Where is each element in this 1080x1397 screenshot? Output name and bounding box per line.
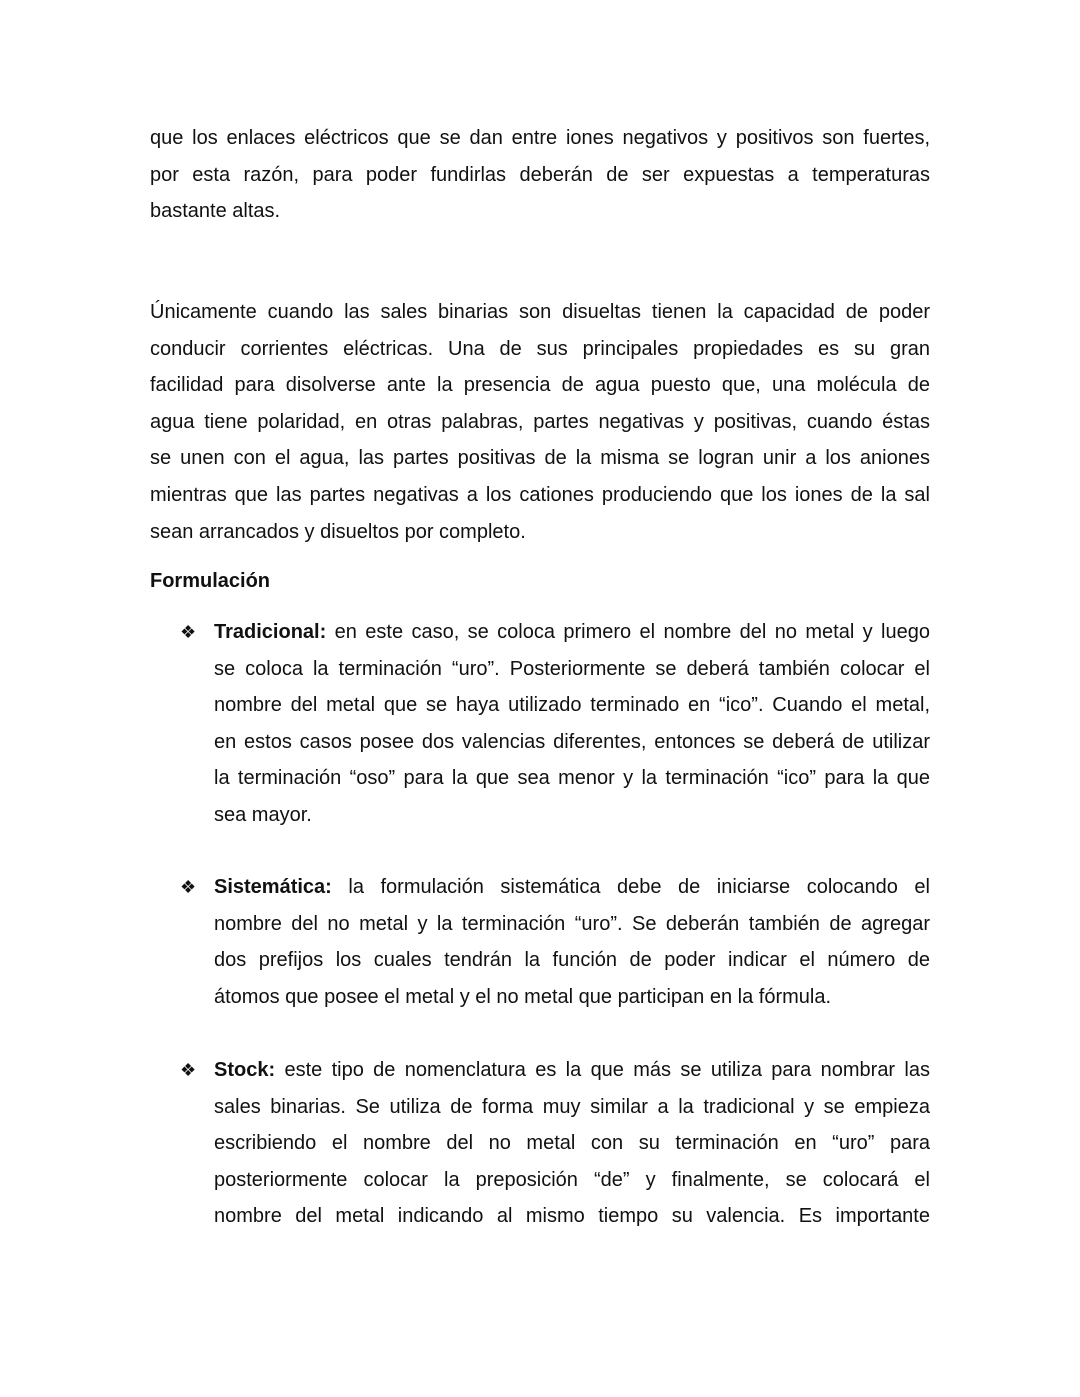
text-line: se coloca la terminación “uro”. Posteriormente se deberá también colocar el bbox=[214, 657, 930, 680]
text-line: conducir corrientes eléctricas. Una de sus principales propiedades es su gran bbox=[150, 337, 930, 360]
section-heading: Formulación bbox=[150, 570, 271, 592]
diamond-bullet-icon: ❖ bbox=[180, 622, 197, 642]
text-line: facilidad para disolverse ante la presencia de agua puesto que, una molécula de bbox=[150, 374, 930, 397]
text-line: dos prefijos los cuales tendrán la función de poder indicar el número de bbox=[214, 949, 930, 972]
text-line: nombre del no metal y la terminación “uro”. Se deberán también de agregar bbox=[214, 912, 930, 935]
bullet-term: Sistemática: bbox=[214, 876, 332, 898]
text-line: escribiendo el nombre del no metal con su terminación en “uro” para bbox=[214, 1132, 930, 1155]
diamond-bullet-icon: ❖ bbox=[180, 1060, 197, 1080]
text-line: que los enlaces eléctricos que se dan entre iones negativos y positivos son fuertes, bbox=[150, 127, 930, 149]
text-line: nombre del metal indicando al mismo tiempo su valencia. Es importante bbox=[214, 1205, 930, 1228]
bullet-term: Tradicional: bbox=[214, 621, 327, 643]
text-line: agua tiene polaridad, en otras palabras, partes negativas y positivas, cuando éstas bbox=[150, 410, 930, 433]
paragraph-1 bbox=[150, 120, 930, 230]
text-line: nombre del metal que se haya utilizado terminado en “ico”. Cuando el metal, bbox=[214, 694, 930, 717]
text-line bbox=[214, 614, 930, 651]
text-line: la terminación “oso” para la que sea menor y la terminación “ico” para la que bbox=[214, 767, 930, 790]
text-line bbox=[214, 869, 930, 906]
text-line: mientras que las partes negativas a los cationes produciendo que los iones de la sal bbox=[150, 483, 930, 506]
bullet-term: Stock: bbox=[214, 1059, 276, 1081]
text-line: sea mayor. bbox=[214, 803, 312, 826]
text-line bbox=[214, 1052, 930, 1089]
text-line: sales binarias. Se utiliza de forma muy similar a la tradicional y se empieza bbox=[214, 1095, 930, 1118]
text-span: la formulación sistemática debe de iniciarse colocando el bbox=[331, 876, 930, 898]
text-line: átomos que posee el metal y el no metal que participan en la fórmula. bbox=[214, 985, 832, 1008]
bullet-sistematica bbox=[180, 869, 930, 1015]
text-line: posteriormente colocar la preposición “de” y finalmente, se colocará el bbox=[214, 1168, 930, 1191]
text-span: en este caso, se coloca primero el nombre del no metal y luego bbox=[326, 621, 930, 643]
diamond-bullet-icon: ❖ bbox=[180, 877, 197, 897]
text-line: por esta razón, para poder fundirlas deberán de ser expuestas a temperaturas bbox=[150, 163, 930, 186]
paragraph-2 bbox=[150, 294, 930, 550]
text-line: Únicamente cuando las sales binarias son disueltas tienen la capacidad de poder bbox=[150, 301, 930, 323]
text-line: se unen con el agua, las partes positivas de la misma se logran unir a los aniones bbox=[150, 447, 930, 470]
text-line: bastante altas. bbox=[150, 200, 281, 223]
text-span: este tipo de nomenclatura es la que más se utiliza para nombrar las bbox=[275, 1059, 930, 1081]
bullet-tradicional bbox=[180, 614, 930, 834]
text-line: en estos casos posee dos valencias diferentes, entonces se deberá de utilizar bbox=[214, 730, 930, 753]
bullet-stock bbox=[180, 1052, 930, 1235]
text-line: sean arrancados y disueltos por completo. bbox=[150, 520, 526, 543]
